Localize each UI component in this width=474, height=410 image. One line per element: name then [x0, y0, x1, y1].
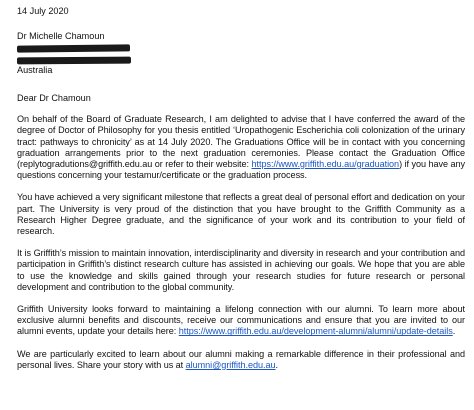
- salutation: Dear Dr Chamoun: [17, 92, 91, 103]
- paragraph-mission: It is Griffith’s mission to maintain innovation, interdisciplinarity and diversity in research and your contribution and participation in Griffith’s distinct research culture has assisted in achieving our goals. We hope that you are able to use the knowledge and skills gained through your research studies for future research or personal development and contribution to the global community.: [17, 248, 465, 292]
- recipient-address: [17, 31, 465, 76]
- recipient-country: Australia: [17, 64, 53, 75]
- address-line-redacted-2: [17, 54, 465, 65]
- graduation-website-link[interactable]: https://www.griffith.edu.au/graduation: [251, 158, 400, 169]
- paragraph-award-text-a: On behalf of the Board of Graduate Research, I am delighted to advise that I have conferred the award of the degree of Doctor of Philosophy for you thesis entitled ‘Uropathogenic Escherichia coli colonization of the urinary tract: pathways to chronicity’ as at 14 July 2020. The Graduations Office will be in contact with you concerning graduation arrangements prior to the next graduation ceremonies. Please contact the Graduation Office (replytogradutions@griffith.edu.au or refer to their website:: [17, 114, 465, 169]
- paragraph-share-story: [17, 349, 465, 371]
- alumni-email-link[interactable]: alumni@griffith.edu.au: [185, 359, 276, 370]
- paragraph-share-text-b: .: [275, 359, 278, 370]
- paragraph-award: [17, 114, 465, 181]
- recipient-name: Dr Michelle Chamoun: [17, 31, 105, 42]
- paragraph-award-text-b: ) if you have any questions concerning your testamur/certificate or the graduation process.: [17, 158, 465, 181]
- paragraph-share-text-a: We are particularly excited to learn about our alumni making a remarkable difference in their professional and personal lives. Share your story with us at: [17, 348, 465, 370]
- letter-date: 14 July 2020: [17, 6, 69, 16]
- alumni-update-details-link[interactable]: https://www.griffith.edu.au/development-alumni/alumni/update-details: [178, 326, 453, 337]
- paragraph-alumni-text-a: Griffith University looks forward to maintaining a lifelong connection with our alumni. To learn more about exclusive alumni benefits and discounts, receive our communications and ensure that you are invited to our alumni events, update your details here:: [17, 304, 465, 337]
- paragraph-alumni-text-b: .: [452, 326, 456, 337]
- address-line-redacted-1: [17, 42, 465, 53]
- redaction-mark: [17, 56, 131, 64]
- paragraph-alumni: [17, 304, 465, 338]
- redaction-mark: [17, 45, 130, 53]
- paragraph-milestone: You have achieved a very significant milestone that reflects a great deal of personal effort and dedication on your part. The University is very proud of the distinction that you have brought to the Griffith Community as a Research Higher Degree graduate, and the significance of your work and its contribution to your field of research.: [17, 192, 465, 236]
